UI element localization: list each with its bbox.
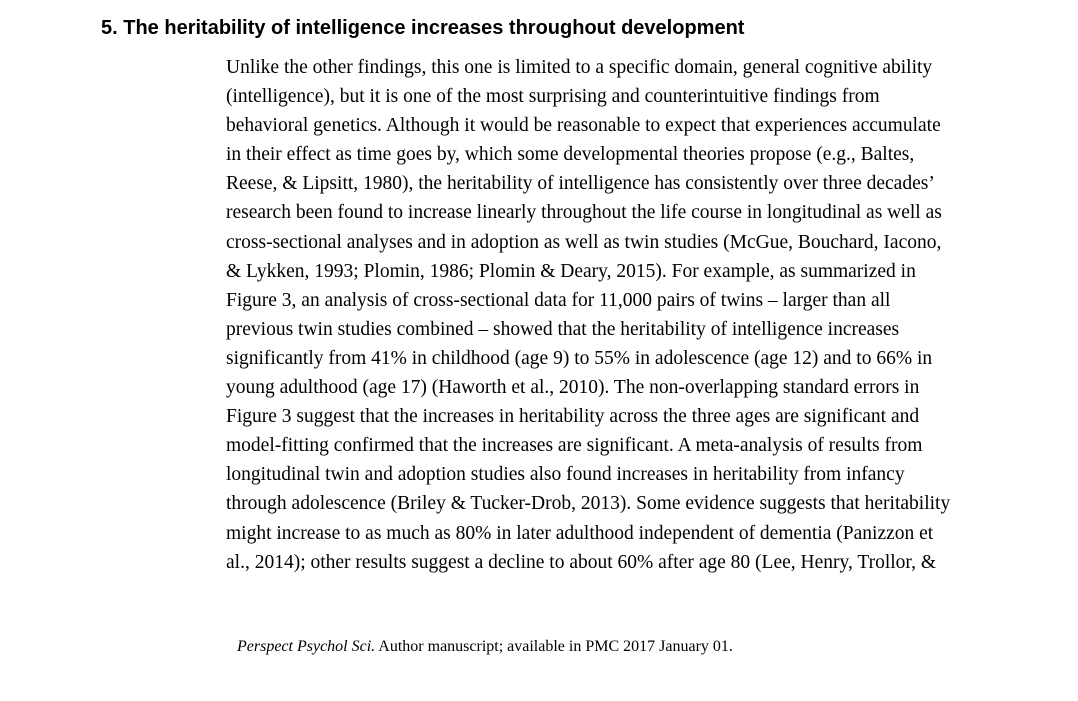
- paragraph-line: (intelligence), but it is one of the most surprising and counterintuitive findings from: [226, 86, 880, 108]
- paragraph-line: cross-sectional analyses and in adoption as well as twin studies (McGue, Bouchard, Iacono,: [226, 231, 942, 253]
- body-paragraph: [226, 53, 950, 577]
- paragraph-line: through adolescence (Briley & Tucker-Drob, 2013). Some evidence suggests that heritability: [226, 493, 951, 515]
- paragraph-line: Figure 3, an analysis of cross-sectional data for 11,000 pairs of twins – larger than all: [226, 289, 891, 311]
- paragraph-line: behavioral genetics. Although it would be reasonable to expect that experiences accumulate: [226, 115, 941, 137]
- paragraph-line: Figure 3 suggest that the increases in heritability across the three ages are significant and: [226, 406, 920, 428]
- manuscript-note: Author manuscript; available in PMC 2017 January 01.: [375, 638, 733, 655]
- paragraph-line: Reese, & Lipsitt, 1980), the heritability of intelligence has consistently over three decades’: [226, 173, 935, 195]
- section-heading: 5. The heritability of intelligence increases throughout development: [101, 17, 745, 39]
- journal-name: Perspect Psychol Sci.: [237, 638, 376, 655]
- paragraph-line: longitudinal twin and adoption studies also found increases in heritability from infancy: [226, 464, 905, 486]
- paragraph-line: al., 2014); other results suggest a decline to about 60% after age 80 (Lee, Henry, Trollor, &: [226, 551, 937, 573]
- paragraph-line: previous twin studies combined – showed that the heritability of intelligence increases: [226, 318, 900, 340]
- paragraph-line: significantly from 41% in childhood (age 9) to 55% in adolescence (age 12) and to 66% in: [226, 347, 933, 369]
- paragraph-line: Unlike the other findings, this one is limited to a specific domain, general cognitive ability: [226, 57, 933, 78]
- page-footer: [237, 637, 733, 657]
- paragraph-line: might increase to as much as 80% in later adulthood independent of dementia (Panizzon et: [226, 522, 934, 544]
- paragraph-line: in their effect as time goes by, which some developmental theories propose (e.g., Baltes,: [226, 144, 915, 166]
- paragraph-line: research been found to increase linearly throughout the life course in longitudinal as well as: [226, 202, 942, 224]
- paragraph-line: young adulthood (age 17) (Haworth et al., 2010). The non-overlapping standard errors in: [226, 377, 920, 399]
- paragraph-line: & Lykken, 1993; Plomin, 1986; Plomin & Deary, 2015). For example, as summarized in: [226, 260, 916, 282]
- paragraph-line: model-fitting confirmed that the increases are significant. A meta-analysis of results from: [226, 435, 923, 457]
